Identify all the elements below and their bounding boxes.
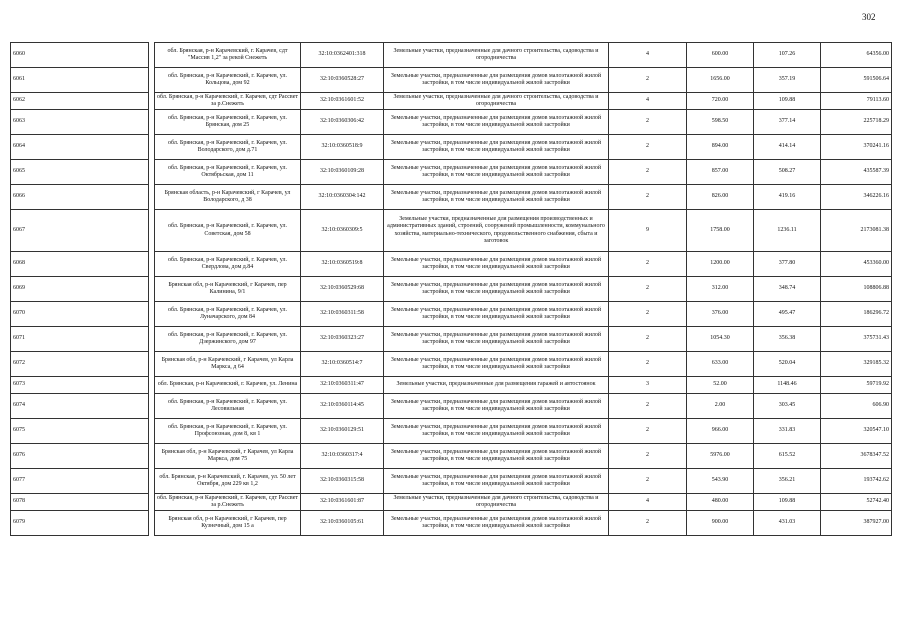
- row-group: 2: [609, 419, 687, 444]
- table-row: [11, 160, 892, 185]
- row-group: 4: [609, 43, 687, 68]
- row-cadastral-value: 64356.00: [821, 43, 892, 68]
- row-land-use: Земельные участки, предназначенные для размещения домов малоэтажной жилой застройки, в том числе индивидуальной жилой застройки: [384, 469, 609, 494]
- row-cadastral-value: 2173081.38: [821, 210, 892, 252]
- row-area: 1054.30: [687, 327, 754, 352]
- row-number: 6061: [11, 68, 149, 93]
- row-land-use: Земельные участки, предназначенные для размещения домов малоэтажной жилой застройки, в том числе индивидуальной жилой застройки: [384, 68, 609, 93]
- row-specific-value: 495.47: [754, 302, 821, 327]
- row-address: Брянская обл, р-н Карачевский, г Карачев, пер Кузнечный, дом 15 а: [155, 511, 301, 536]
- row-cadastral-value: 453360.00: [821, 252, 892, 277]
- table-row: [11, 252, 892, 277]
- row-specific-value: 357.19: [754, 68, 821, 93]
- row-land-use: Земельные участки, предназначенные для дачного строительства, садоводства и огородничества: [384, 43, 609, 68]
- row-cadastral-number: 32:10:0360129:51: [301, 419, 384, 444]
- row-cadastral-number: 32:10:0361601:52: [301, 93, 384, 110]
- table-row: [11, 43, 892, 68]
- row-address: обл. Брянская, р-н Карачевский, г. Карачев, ул. 50 лет Октября, дом 229 кв 1,2: [155, 469, 301, 494]
- row-number: 6060: [11, 43, 149, 68]
- row-cadastral-value: 3678347.52: [821, 444, 892, 469]
- row-land-use: Земельные участки, предназначенные для размещения домов малоэтажной жилой застройки, в том числе индивидуальной жилой застройки: [384, 511, 609, 536]
- row-number: 6067: [11, 210, 149, 252]
- row-number: 6063: [11, 110, 149, 135]
- row-number: 6075: [11, 419, 149, 444]
- table-row: [11, 327, 892, 352]
- row-area: 600.00: [687, 43, 754, 68]
- row-group: 2: [609, 110, 687, 135]
- table-row: [11, 494, 892, 511]
- row-area: 312.00: [687, 277, 754, 302]
- row-group: 2: [609, 185, 687, 210]
- row-land-use: Земельные участки, предназначенные для размещения домов малоэтажной жилой застройки, в том числе индивидуальной жилой застройки: [384, 185, 609, 210]
- table-row: [11, 93, 892, 110]
- row-specific-value: 303.45: [754, 394, 821, 419]
- row-specific-value: 331.83: [754, 419, 821, 444]
- table-row: [11, 511, 892, 536]
- row-address: обл. Брянская, р-н Карачевский, г. Карачев, ул. Лесовильная: [155, 394, 301, 419]
- row-cadastral-value: 606.90: [821, 394, 892, 419]
- row-group: 2: [609, 252, 687, 277]
- row-number: 6071: [11, 327, 149, 352]
- row-area: 543.90: [687, 469, 754, 494]
- row-specific-value: 414.14: [754, 135, 821, 160]
- row-specific-value: 520.04: [754, 352, 821, 377]
- row-specific-value: 348.74: [754, 277, 821, 302]
- row-land-use: Земельные участки, предназначенные для размещения домов малоэтажной жилой застройки, в том числе индивидуальной жилой застройки: [384, 419, 609, 444]
- row-group: 2: [609, 444, 687, 469]
- row-address: обл. Брянская, р-н Карачевский, г. Карачев, ул. Советская, дом 58: [155, 210, 301, 252]
- row-group: 2: [609, 511, 687, 536]
- row-area: 1656.00: [687, 68, 754, 93]
- row-cadastral-number: 32:10:0360518:9: [301, 135, 384, 160]
- row-specific-value: 1148.46: [754, 377, 821, 394]
- row-group: 9: [609, 210, 687, 252]
- row-specific-value: 356.21: [754, 469, 821, 494]
- row-cadastral-value: 387927.00: [821, 511, 892, 536]
- row-group: 2: [609, 469, 687, 494]
- row-area: 52.00: [687, 377, 754, 394]
- row-number: 6069: [11, 277, 149, 302]
- row-group: 2: [609, 302, 687, 327]
- row-area: 1200.00: [687, 252, 754, 277]
- row-cadastral-number: 32:10:0360311:58: [301, 302, 384, 327]
- row-address: Брянская обл, р-н Карачевский, г Карачев, пер Калинина, 9/1: [155, 277, 301, 302]
- row-specific-value: 377.80: [754, 252, 821, 277]
- row-cadastral-value: 329185.32: [821, 352, 892, 377]
- row-address: обл. Брянская, р-н Карачевский, г. Карачев, ул. Свердлова, дом д.84: [155, 252, 301, 277]
- row-specific-value: 107.26: [754, 43, 821, 68]
- row-cadastral-number: 32:10:0360317:4: [301, 444, 384, 469]
- row-number: 6078: [11, 494, 149, 511]
- table-row: [11, 277, 892, 302]
- row-group: 2: [609, 352, 687, 377]
- row-number: 6062: [11, 93, 149, 110]
- row-specific-value: 419.16: [754, 185, 821, 210]
- row-cadastral-value: 435587.39: [821, 160, 892, 185]
- row-land-use: Земельные участки, предназначенные для размещения домов малоэтажной жилой застройки, в том числе индивидуальной жилой застройки: [384, 277, 609, 302]
- table-row: [11, 302, 892, 327]
- row-cadastral-value: 59719.92: [821, 377, 892, 394]
- row-address: обл. Брянская, р-н Карачевский, г. Карачев, ул. Володарского, дом д.71: [155, 135, 301, 160]
- row-land-use: Земельные участки, предназначенные для размещения домов малоэтажной жилой застройки, в том числе индивидуальной жилой застройки: [384, 302, 609, 327]
- row-land-use: Земельные участки, предназначенные для размещения домов малоэтажной жилой застройки, в том числе индивидуальной жилой застройки: [384, 135, 609, 160]
- row-area: 900.00: [687, 511, 754, 536]
- row-area: 480.00: [687, 494, 754, 511]
- table-row: [11, 352, 892, 377]
- table-row: [11, 185, 892, 210]
- row-area: 857.00: [687, 160, 754, 185]
- row-cadastral-value: 346226.16: [821, 185, 892, 210]
- row-address: обл. Брянская, р-н Карачевский, г. Карачев, ул. Ленина: [155, 377, 301, 394]
- row-area: 376.00: [687, 302, 754, 327]
- row-specific-value: 377.14: [754, 110, 821, 135]
- row-cadastral-number: 32:10:0360304:142: [301, 185, 384, 210]
- row-specific-value: 356.38: [754, 327, 821, 352]
- row-cadastral-number: 32:10:0360311:47: [301, 377, 384, 394]
- row-address: обл. Брянская, р-н Карачевский, г. Карачев, сдт "Массив 1,2" за рекой Снежеть: [155, 43, 301, 68]
- row-group: 2: [609, 68, 687, 93]
- row-land-use: Земельные участки, предназначенные для размещения домов малоэтажной жилой застройки, в том числе индивидуальной жилой застройки: [384, 252, 609, 277]
- row-area: 894.00: [687, 135, 754, 160]
- row-cadastral-value: 225718.29: [821, 110, 892, 135]
- row-specific-value: 1236.11: [754, 210, 821, 252]
- row-cadastral-value: 79113.60: [821, 93, 892, 110]
- row-cadastral-value: 375731.43: [821, 327, 892, 352]
- row-address: обл. Брянская, р-н Карачевский, г. Карачев, ул. Дзержинского, дом 97: [155, 327, 301, 352]
- row-cadastral-number: 32:10:0360306:42: [301, 110, 384, 135]
- row-group: 3: [609, 377, 687, 394]
- row-cadastral-value: 186296.72: [821, 302, 892, 327]
- row-number: 6072: [11, 352, 149, 377]
- row-number: 6077: [11, 469, 149, 494]
- row-specific-value: 109.88: [754, 494, 821, 511]
- row-area: 633.00: [687, 352, 754, 377]
- row-land-use: Земельные участки, предназначенные для дачного строительства, садоводства и огородничества: [384, 494, 609, 511]
- row-specific-value: 109.88: [754, 93, 821, 110]
- row-cadastral-number: 32:10:0360528:27: [301, 68, 384, 93]
- row-cadastral-number: 32:10:0360529:68: [301, 277, 384, 302]
- row-group: 2: [609, 394, 687, 419]
- row-number: 6074: [11, 394, 149, 419]
- row-specific-value: 508.27: [754, 160, 821, 185]
- row-land-use: Земельные участки, предназначенные для размещения домов малоэтажной жилой застройки, в том числе индивидуальной жилой застройки: [384, 394, 609, 419]
- row-cadastral-value: 108806.88: [821, 277, 892, 302]
- table-row: [11, 394, 892, 419]
- row-area: 826.00: [687, 185, 754, 210]
- row-area: 1758.00: [687, 210, 754, 252]
- table-row: [11, 110, 892, 135]
- row-area: 2.00: [687, 394, 754, 419]
- row-cadastral-number: 32:10:0360109:28: [301, 160, 384, 185]
- row-area: 966.00: [687, 419, 754, 444]
- row-group: 2: [609, 160, 687, 185]
- row-group: 2: [609, 135, 687, 160]
- row-land-use: Земельные участки, предназначенные для размещения домов малоэтажной жилой застройки, в том числе индивидуальной жилой застройки: [384, 444, 609, 469]
- table-row: [11, 68, 892, 93]
- row-land-use: Земельные участки, предназначенные для дачного строительства, садоводства и огородничества: [384, 93, 609, 110]
- row-address: Брянская область, р-н Карачевский, г Карачев, ул Володарского, д 38: [155, 185, 301, 210]
- row-cadastral-value: 193742.62: [821, 469, 892, 494]
- row-address: обл. Брянская, р-н Карачевский, г. Карачев, сдт Рассвет за р.Снежеть: [155, 93, 301, 110]
- row-address: Брянская обл, р-н Карачевский, г Карачев, ул Карла Маркса, дом 75: [155, 444, 301, 469]
- row-cadastral-value: 370241.16: [821, 135, 892, 160]
- row-cadastral-value: 591506.64: [821, 68, 892, 93]
- row-number: 6073: [11, 377, 149, 394]
- row-group: 4: [609, 494, 687, 511]
- row-cadastral-number: 32:10:0360519:8: [301, 252, 384, 277]
- page-number: 302: [862, 12, 876, 22]
- row-address: обл. Брянская, р-н Карачевский, г. Карачев, сдт Рассвет за р.Снежеть: [155, 494, 301, 511]
- row-land-use: Земельные участки, предназначенные для размещения домов малоэтажной жилой застройки, в том числе индивидуальной жилой застройки: [384, 160, 609, 185]
- row-number: 6065: [11, 160, 149, 185]
- row-area: 598.50: [687, 110, 754, 135]
- row-cadastral-number: 32:10:0360309:5: [301, 210, 384, 252]
- row-cadastral-number: 32:10:0360323:27: [301, 327, 384, 352]
- row-number: 6079: [11, 511, 149, 536]
- table-row: [11, 444, 892, 469]
- table-row: [11, 135, 892, 160]
- row-address: обл. Брянская, р-н Карачевский, г. Карачев, ул. Брянская, дом 25: [155, 110, 301, 135]
- registry-body: [11, 43, 892, 536]
- row-land-use: Земельные участки, предназначенные для размещения домов малоэтажной жилой застройки, в том числе индивидуальной жилой застройки: [384, 352, 609, 377]
- row-group: 2: [609, 327, 687, 352]
- row-address: обл. Брянская, р-н Карачевский, г. Карачев, ул. Октябрьская, дом 11: [155, 160, 301, 185]
- row-cadastral-number: 32:10:0360105:61: [301, 511, 384, 536]
- row-address: обл. Брянская, р-н Карачевский, г. Карачев, ул. Профсоюзная, дом 8, кв 1: [155, 419, 301, 444]
- row-group: 2: [609, 277, 687, 302]
- row-land-use: Земельные участки, предназначенные для размещения домов малоэтажной жилой застройки, в том числе индивидуальной жилой застройки: [384, 110, 609, 135]
- row-area: 5976.00: [687, 444, 754, 469]
- row-address: обл. Брянская, р-н Карачевский, г. Карачев, ул. Кольцова, дом 92: [155, 68, 301, 93]
- registry-table: [10, 42, 892, 536]
- row-land-use: Земельные участки, предназначенные для размещения домов малоэтажной жилой застройки, в том числе индивидуальной жилой застройки: [384, 327, 609, 352]
- row-address: Брянская обл, р-н Карачевский, г Карачев, ул Карла Маркса, д 64: [155, 352, 301, 377]
- row-number: 6070: [11, 302, 149, 327]
- row-address: обл. Брянская, р-н Карачевский, г. Карачев, ул. Луначарского, дом 84: [155, 302, 301, 327]
- row-land-use: Земельные участки, предназначенные для размещения производственных и административных зданий, строений, сооружений промышленности, коммунального хозяйства, материально-технического, продовольственного снабжения, сбыта и заготовок: [384, 210, 609, 252]
- row-group: 4: [609, 93, 687, 110]
- table-row: [11, 377, 892, 394]
- table-row: [11, 419, 892, 444]
- row-cadastral-number: 32:10:0360514:7: [301, 352, 384, 377]
- row-cadastral-value: 320547.10: [821, 419, 892, 444]
- row-cadastral-number: 32:10:0362401:318: [301, 43, 384, 68]
- row-cadastral-number: 32:10:0360315:58: [301, 469, 384, 494]
- row-cadastral-value: 52742.40: [821, 494, 892, 511]
- row-specific-value: 615.52: [754, 444, 821, 469]
- row-cadastral-number: 32:10:0360114:45: [301, 394, 384, 419]
- table-row: [11, 469, 892, 494]
- row-land-use: Земельные участки, предназначенные для размещения гаражей и автостоянок: [384, 377, 609, 394]
- row-specific-value: 431.03: [754, 511, 821, 536]
- row-number: 6068: [11, 252, 149, 277]
- table-row: [11, 210, 892, 252]
- row-number: 6066: [11, 185, 149, 210]
- row-number: 6076: [11, 444, 149, 469]
- row-number: 6064: [11, 135, 149, 160]
- row-area: 720.00: [687, 93, 754, 110]
- row-cadastral-number: 32:10:0361601:87: [301, 494, 384, 511]
